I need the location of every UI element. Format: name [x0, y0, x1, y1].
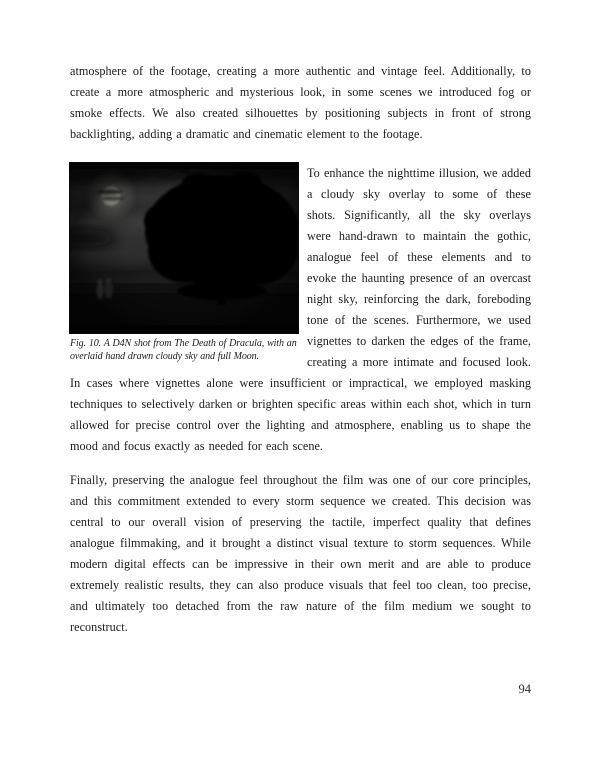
paragraph-final: Finally, preserving the analogue feel throughout the film was one of our core principles, and this commitment extended to every storm sequence we created. This decision was central to our overall vision of preserving the tactile, imperfect quality that defines analogue filmmaking, and it brought a distinct visual texture to storm sequences. While modern digital effects can be impressive in their own merit and are able to produce extremely realistic results, they can also produce visuals that feel too clean, too precise, and ultimately too detached from the raw nature of the film medium we sought to reconstruct. — [70, 473, 531, 634]
figure-and-wrap-text — [70, 163, 531, 457]
figure-caption: Fig. 10. A D4N shot from The Death of Dracula, with an overlaid hand drawn cloudy sky and full Moon. — [70, 338, 297, 362]
paragraph-top: atmosphere of the footage, creating a more authentic and vintage feel. Additionally, to create a more atmospheric and mysterious look, in some scenes we introduced fog or smoke effects. We also created silhouettes by positioning subjects in front of strong backlighting, adding a dramatic and cinematic element to the footage. — [70, 64, 531, 141]
figure-10 — [70, 163, 298, 363]
page-number: 94 — [518, 682, 531, 696]
figure-image-night-scene — [70, 163, 298, 333]
paragraph-wrap: To enhance the nighttime illusion, we added a cloudy sky overlay to some of these shots. Significantly, all the sky overlays were hand-drawn to maintain the gothic, analogue feel of these elements and to evoke the haunting presence of an overcast night sky, reinforcing the dark, foreboding tone of the scenes. Furthermore, we used vignettes to darken the edges of the frame, creating a more intimate and focused look. In cases where vignettes alone were insufficient or impractical, we employed masking techniques to selectively darken or brighten specific areas within each shot, which in turn allowed for precise control over the lighting and atmosphere, enabling us to shape the mood and focus exactly as needed for each scene. — [70, 166, 531, 453]
vignette-overlay — [70, 163, 298, 333]
page-content — [70, 61, 531, 638]
